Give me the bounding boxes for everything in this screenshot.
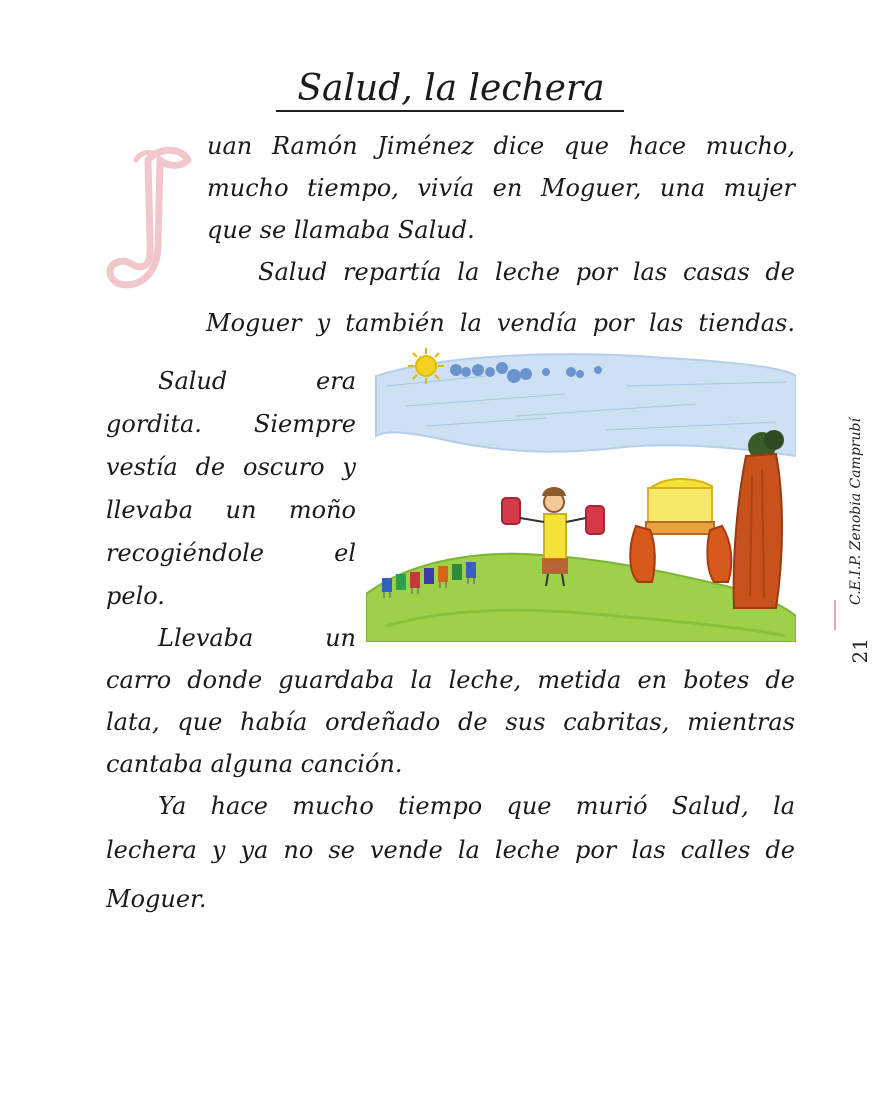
text-line: Moguer.: [106, 885, 207, 913]
text-line: Ya hace mucho tiempo que murió Salud, la: [158, 792, 795, 820]
text-line: mucho tiempo, vivía en Moguer, una mujer: [207, 174, 795, 202]
text-line: recogiéndole el: [106, 539, 356, 567]
text-line: que se llamaba Salud.: [207, 216, 475, 244]
tree: [734, 430, 784, 608]
text-line: vestía de oscuro y: [106, 453, 356, 481]
school-label: [848, 405, 878, 605]
crayon-illustration: [366, 346, 796, 642]
text-line: Salud era: [158, 367, 356, 395]
school-name: C.E.I.P. Zenobia Camprubí: [848, 418, 864, 605]
text-line: uan Ramón Jiménez dice que hace mucho,: [207, 132, 795, 160]
sky: [376, 354, 796, 456]
text-line: gordita. Siempre: [106, 410, 356, 438]
text-line: Moguer y también la vendía por las tiendas.: [206, 309, 795, 337]
page-number-text: 21: [848, 638, 872, 664]
page-number: [848, 638, 878, 678]
text-line: Salud repartía la leche por las casas de: [258, 258, 795, 286]
sidebar-divider: [834, 600, 836, 630]
milk-cart: [630, 479, 731, 582]
sun: [408, 348, 444, 384]
text-line: Llevaba un: [158, 624, 356, 652]
title-underline: [276, 110, 624, 112]
text-line: llevaba un moño: [106, 496, 356, 524]
text-line: lechera y ya no se vende la leche por las calles de: [106, 836, 795, 864]
text-line: lata, que había ordeñado de sus cabritas, mientras: [106, 708, 795, 736]
text-line: pelo.: [106, 582, 165, 610]
text-line: carro donde guardaba la leche, metida en botes de: [106, 666, 795, 694]
page-title: Salud, la lechera: [297, 68, 605, 109]
drop-cap-letter: [100, 138, 200, 298]
text-line: cantaba alguna canción.: [106, 750, 403, 778]
